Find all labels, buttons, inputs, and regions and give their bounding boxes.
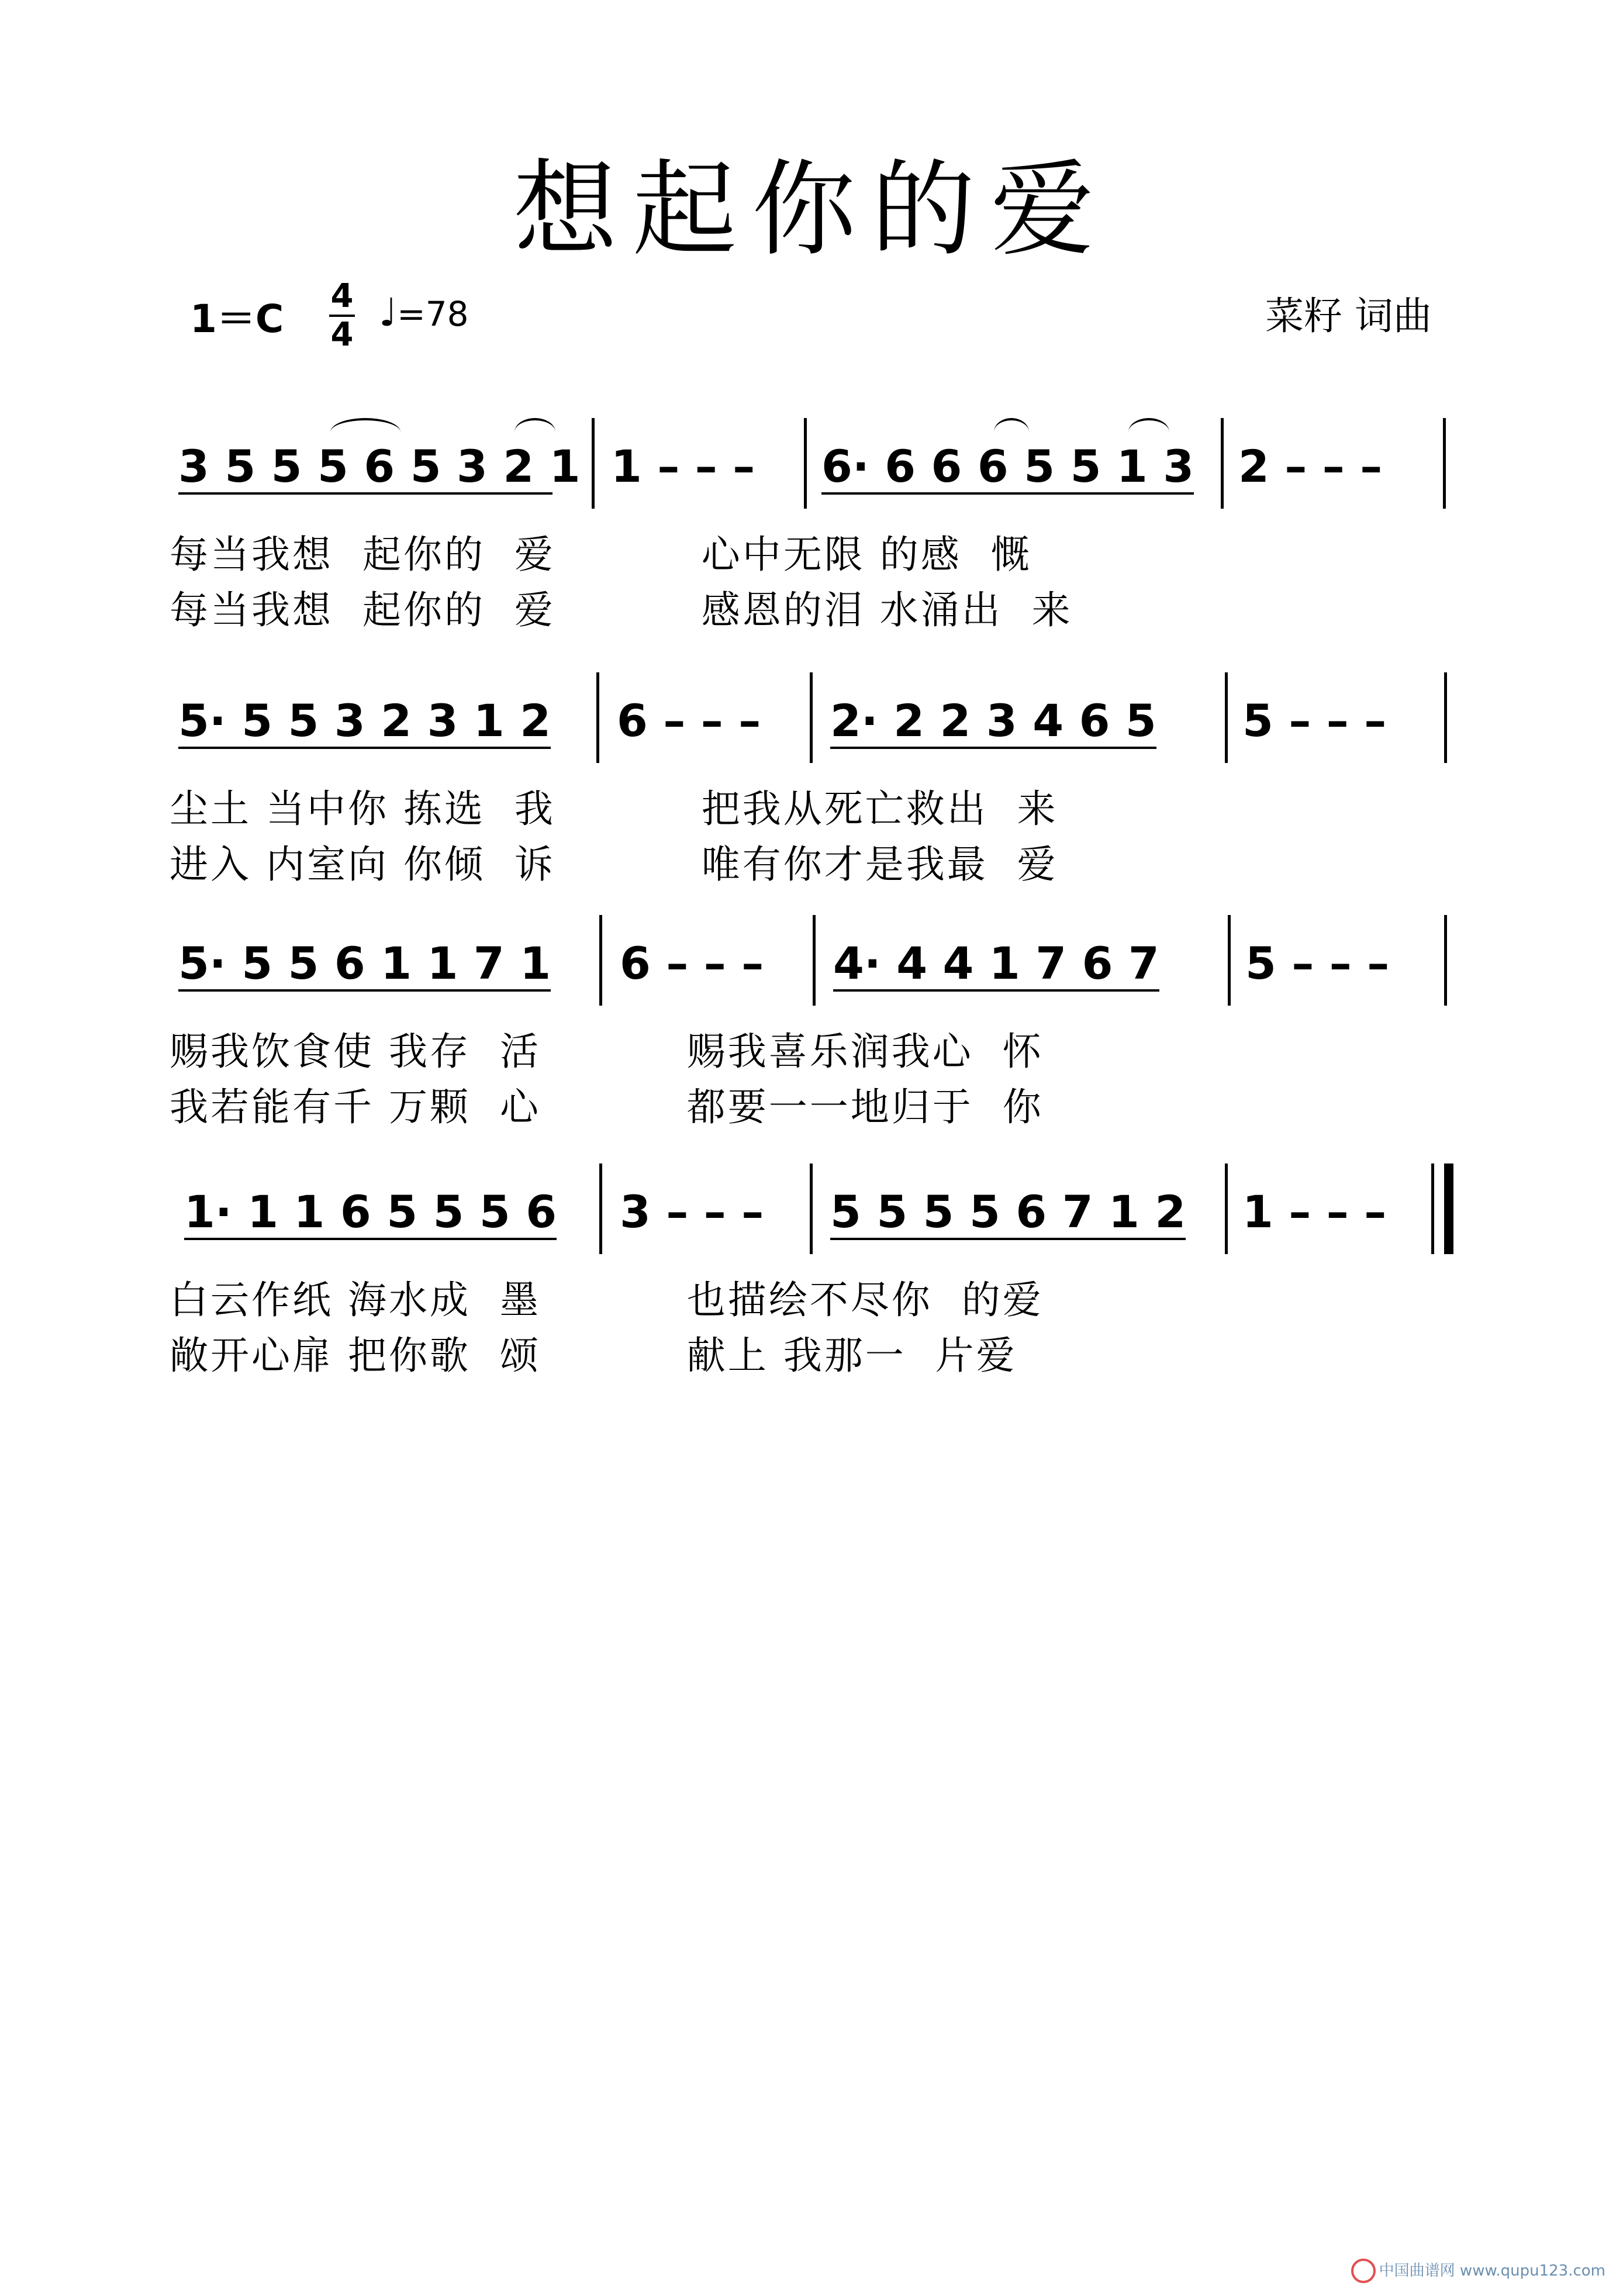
song-title: 想起你的爱 xyxy=(513,149,1110,270)
measure-notes: 6 – – – xyxy=(620,937,764,989)
measure-notes: 5 – – – xyxy=(1242,695,1387,747)
measure-notes: 1· 1 1 6 5 5 5 6 xyxy=(184,1186,557,1238)
measure-notes: 5 – – – xyxy=(1245,937,1390,989)
lyric-verse-1: 尘土 当中你 拣选 我 把我从死亡救出 来 xyxy=(170,786,1058,831)
bar-line xyxy=(592,418,595,509)
bar-line xyxy=(1444,915,1447,1006)
measure-notes: 4· 4 4 1 7 6 7 xyxy=(833,937,1159,989)
measure-notes: 6· 6 6 6 5 5 1 3 xyxy=(821,440,1194,492)
final-bar-line xyxy=(1431,1163,1434,1254)
measure-notes: 5· 5 5 6 1 1 7 1 xyxy=(178,937,551,989)
lyric-verse-2: 我若能有千 万颗 心 都要一一地归于 你 xyxy=(170,1085,1044,1130)
slur-mark xyxy=(514,418,555,432)
lyric-verse-2: 每当我想 起你的 爱 感恩的泪 水涌出 来 xyxy=(170,588,1073,633)
bar-line xyxy=(1444,1163,1453,1254)
beam-underline xyxy=(178,747,551,749)
slur-mark xyxy=(994,418,1029,432)
beam-underline xyxy=(821,492,1194,495)
measure-notes: 1 – – – xyxy=(1242,1186,1387,1238)
bar-line xyxy=(813,915,816,1006)
beam-underline xyxy=(184,1238,557,1240)
bar-line xyxy=(810,672,813,763)
bar-line xyxy=(596,672,599,763)
tempo-marking xyxy=(379,290,469,335)
site-logo-icon xyxy=(1351,2259,1376,2283)
author-credit: 菜籽 词曲 xyxy=(1265,294,1432,339)
measure-notes: 2· 2 2 3 4 6 5 xyxy=(830,695,1156,747)
beam-underline xyxy=(833,989,1159,992)
beam-underline xyxy=(178,989,551,992)
measure-notes: 3 5 5 5 6 5 3 2 1 xyxy=(178,440,581,492)
key-signature: 1＝C xyxy=(190,296,284,341)
measure-notes: 5· 5 5 3 2 3 1 2 xyxy=(178,695,551,747)
beam-underline xyxy=(178,492,552,495)
measure-notes: 2 – – – xyxy=(1238,440,1383,492)
quarter-note-icon: ♩ xyxy=(379,290,398,335)
bar-line xyxy=(1221,418,1224,509)
bar-line xyxy=(810,1163,813,1254)
slur-mark xyxy=(330,418,400,432)
measure-notes: 3 – – – xyxy=(620,1186,764,1238)
tempo-value: =78 xyxy=(397,294,469,334)
bar-line xyxy=(599,1163,602,1254)
lyric-verse-2: 敞开心扉 把你歌 颂 献上 我那一 片爱 xyxy=(170,1333,1017,1378)
site-watermark: 中国曲谱网 www.qupu123.com xyxy=(1351,2259,1605,2284)
bar-line xyxy=(1225,672,1228,763)
time-signature xyxy=(327,278,357,353)
beam-underline xyxy=(830,1238,1186,1240)
lyric-verse-1: 白云作纸 海水成 墨 也描绘不尽你 的爱 xyxy=(170,1278,1044,1323)
measure-notes: 6 – – – xyxy=(617,695,761,747)
beam-underline xyxy=(830,747,1156,749)
bar-line xyxy=(1443,418,1446,509)
lyric-verse-1: 赐我饮食使 我存 活 赐我喜乐润我心 怀 xyxy=(170,1029,1044,1074)
bar-line xyxy=(1225,1163,1228,1254)
bar-line xyxy=(804,418,807,509)
lyric-verse-2: 进入 内室向 你倾 诉 唯有你才是我最 爱 xyxy=(170,842,1058,887)
slur-mark xyxy=(1128,418,1169,432)
time-signature-bottom: 4 xyxy=(330,316,354,354)
bar-line xyxy=(599,915,602,1006)
bar-line xyxy=(1228,915,1231,1006)
lyric-verse-1: 每当我想 起你的 爱 心中无限 的感 慨 xyxy=(170,532,1032,577)
bar-line xyxy=(1444,672,1447,763)
measure-notes: 5 5 5 5 6 7 1 2 xyxy=(830,1186,1186,1238)
time-signature-top: 4 xyxy=(330,277,354,315)
measure-notes: 1 – – – xyxy=(611,440,755,492)
